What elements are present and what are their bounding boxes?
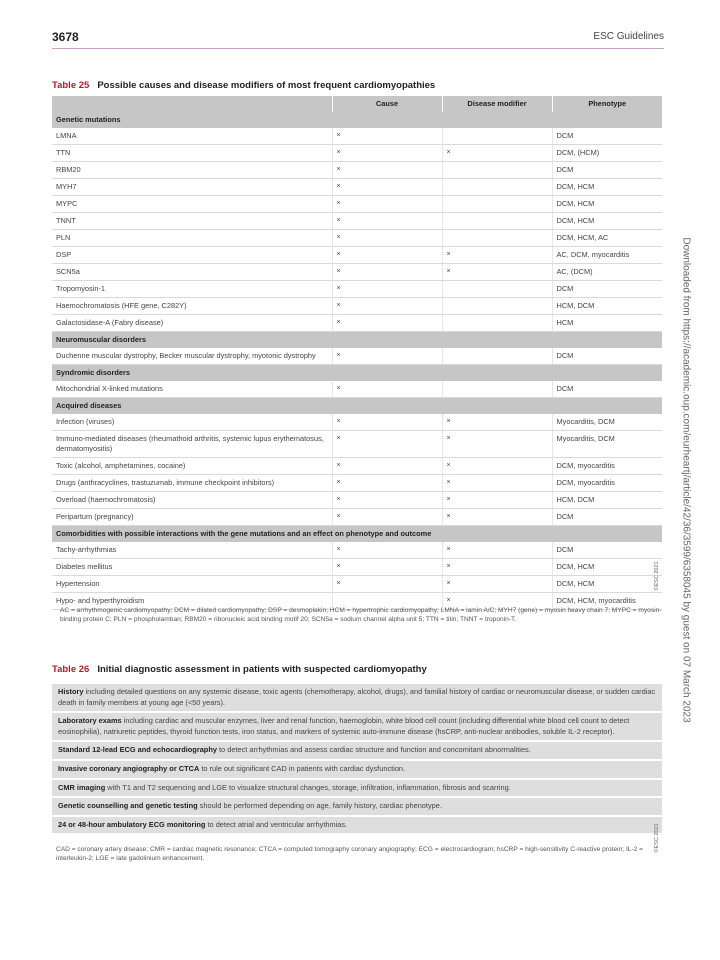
- assessment-cell: [52, 797, 662, 816]
- cell-phenotype: AC, (DCM): [552, 264, 662, 281]
- table-26-number: Table 26: [52, 664, 90, 675]
- cell-phenotype: HCM, DCM: [552, 298, 662, 315]
- assessment-description: including cardiac and muscular enzymes, liver and renal function, haemoglobin, white blood cell count (including differential white blood cell count to detect eosinophilia), natriuretic peptides, thyroid function tests, iron status, and markers of systemic auto-immune disease (hsCRP, anti-nuclear antibodies, soluble IL-2 receptor).: [58, 716, 630, 736]
- table-25-header-row: [52, 96, 662, 112]
- table-row: [52, 797, 662, 816]
- table-row: [52, 298, 662, 315]
- table-row: [52, 179, 662, 196]
- assessment-term: CMR imaging: [58, 782, 106, 792]
- table-row: [52, 741, 662, 760]
- table-row: [52, 414, 662, 431]
- cell-disease-modifier: ×: [442, 431, 552, 458]
- cell-disease-modifier: ×: [442, 475, 552, 492]
- table-row: [52, 162, 662, 179]
- cell-cause: ×: [332, 315, 442, 332]
- table-row: [52, 213, 662, 230]
- cell-phenotype: DCM: [552, 281, 662, 298]
- cell-disease-modifier: [442, 381, 552, 398]
- page-number: 3678: [52, 30, 79, 44]
- table-row: [52, 684, 662, 712]
- cell-label: Duchenne muscular dystrophy, Becker muscular dystrophy, myotonic dystrophy: [52, 348, 332, 365]
- cell-cause: ×: [332, 381, 442, 398]
- table-26-title: Initial diagnostic assessment in patients with suspected cardiomyopathy: [97, 664, 427, 675]
- cell-cause: ×: [332, 559, 442, 576]
- cell-cause: ×: [332, 230, 442, 247]
- table-26-caption: [52, 664, 427, 675]
- assessment-cell: [52, 779, 662, 798]
- cell-phenotype: Myocarditis, DCM: [552, 414, 662, 431]
- cell-cause: ×: [332, 298, 442, 315]
- table-row: [52, 230, 662, 247]
- table-25-body: [52, 112, 662, 610]
- table-section-row: [52, 365, 662, 382]
- cell-disease-modifier: ×: [442, 576, 552, 593]
- table-row: [52, 431, 662, 458]
- cell-phenotype: DCM, HCM, AC: [552, 230, 662, 247]
- column-header-disease-modifier: Disease modifier: [442, 96, 552, 112]
- cell-label: LMNA: [52, 128, 332, 145]
- table-row: [52, 128, 662, 145]
- cell-label: Toxic (alcohol, amphetamines, cocaine): [52, 458, 332, 475]
- table-25-number: Table 25: [52, 80, 90, 91]
- cell-disease-modifier: ×: [442, 542, 552, 559]
- table-25-esc-mark: [652, 556, 662, 596]
- cell-label: Mitochondrial X-linked mutations: [52, 381, 332, 398]
- journal-name: ESC Guidelines: [593, 31, 664, 42]
- cell-disease-modifier: ×: [442, 593, 552, 610]
- cell-label: PLN: [52, 230, 332, 247]
- table-row: [52, 264, 662, 281]
- table-row: [52, 145, 662, 162]
- cell-disease-modifier: [442, 230, 552, 247]
- cell-disease-modifier: [442, 196, 552, 213]
- table-row: [52, 779, 662, 798]
- table-row: [52, 712, 662, 741]
- table-25: [52, 96, 662, 610]
- table-section-row: [52, 112, 662, 128]
- cell-cause: ×: [332, 431, 442, 458]
- cell-label: TTN: [52, 145, 332, 162]
- column-header-cause: Cause: [332, 96, 442, 112]
- cell-cause: ×: [332, 213, 442, 230]
- assessment-description: with T1 and T2 sequencing and LGE to visualize structural changes, storage, infiltration, inflammation, fibrosis and scarring.: [105, 782, 511, 792]
- cell-phenotype: DCM, HCM, myocarditis: [552, 593, 662, 610]
- table-row: [52, 492, 662, 509]
- cell-disease-modifier: ×: [442, 458, 552, 475]
- cell-phenotype: DCM, HCM: [552, 213, 662, 230]
- cell-label: Drugs (anthracyclines, trastuzumab, immune checkpoint inhibitors): [52, 475, 332, 492]
- esc-mark-text: ©ESC 2021: [654, 823, 660, 853]
- cell-disease-modifier: [442, 179, 552, 196]
- cell-cause: ×: [332, 162, 442, 179]
- cell-phenotype: DCM: [552, 509, 662, 526]
- cell-label: DSP: [52, 247, 332, 264]
- section-label: Syndromic disorders: [52, 365, 662, 382]
- cell-cause: ×: [332, 458, 442, 475]
- cell-phenotype: AC, DCM, myocarditis: [552, 247, 662, 264]
- assessment-term: Invasive coronary angiography or CTCA: [58, 763, 200, 773]
- cell-disease-modifier: ×: [442, 264, 552, 281]
- table-row: [52, 196, 662, 213]
- cell-label: MYPC: [52, 196, 332, 213]
- table-25-title: Possible causes and disease modifiers of most frequent cardiomyopathies: [97, 80, 436, 91]
- cell-cause: ×: [332, 475, 442, 492]
- table-section-row: [52, 398, 662, 415]
- assessment-term: Standard 12-lead ECG and echocardiography: [58, 745, 217, 755]
- table-row: [52, 760, 662, 779]
- cell-cause: ×: [332, 492, 442, 509]
- cell-disease-modifier: [442, 315, 552, 332]
- cell-label: Tropomyosin-1: [52, 281, 332, 298]
- cell-label: Diabetes mellitus: [52, 559, 332, 576]
- assessment-description: to detect arrhythmias and assess cardiac structure and function and concomitant abnormalities.: [216, 745, 531, 755]
- cell-cause: ×: [332, 414, 442, 431]
- table-row: [52, 281, 662, 298]
- cell-phenotype: DCM, myocarditis: [552, 458, 662, 475]
- cell-disease-modifier: ×: [442, 145, 552, 162]
- table-26-esc-mark: [652, 818, 662, 858]
- table-row: [52, 458, 662, 475]
- cell-disease-modifier: [442, 348, 552, 365]
- cell-cause: ×: [332, 509, 442, 526]
- assessment-cell: [52, 741, 662, 760]
- cell-label: Hypertension: [52, 576, 332, 593]
- cell-phenotype: HCM: [552, 315, 662, 332]
- cell-label: Immuno-mediated diseases (rheumathoid arthritis, systemic lupus erythematosus, dermatomyositis): [52, 431, 332, 458]
- cell-cause: ×: [332, 576, 442, 593]
- assessment-cell: [52, 712, 662, 741]
- cell-label: Peripartum (pregnancy): [52, 509, 332, 526]
- table-row: [52, 576, 662, 593]
- assessment-cell: [52, 760, 662, 779]
- cell-phenotype: Myocarditis, DCM: [552, 431, 662, 458]
- section-label: Neuromuscular disorders: [52, 332, 662, 349]
- assessment-term: Laboratory exams: [58, 716, 122, 726]
- cell-cause: ×: [332, 196, 442, 213]
- cell-label: Haemochromatosis (HFE gene, C282Y): [52, 298, 332, 315]
- cell-label: RBM20: [52, 162, 332, 179]
- cell-label: Infection (viruses): [52, 414, 332, 431]
- cell-cause: ×: [332, 542, 442, 559]
- cell-label: Tachy-arrhythmias: [52, 542, 332, 559]
- table-25-caption: [52, 80, 435, 91]
- cell-disease-modifier: [442, 213, 552, 230]
- section-label: Acquired diseases: [52, 398, 662, 415]
- cell-label: Hypo- and hyperthyroidism: [52, 593, 332, 610]
- cell-phenotype: HCM, DCM: [552, 492, 662, 509]
- cell-phenotype: DCM, HCM: [552, 196, 662, 213]
- esc-mark-text: ©ESC 2021: [654, 561, 660, 591]
- table-row: [52, 816, 662, 835]
- cell-label: TNNT: [52, 213, 332, 230]
- cell-disease-modifier: ×: [442, 509, 552, 526]
- cell-phenotype: DCM: [552, 381, 662, 398]
- header-rule: [52, 48, 664, 49]
- table-26-footnote: CAD = coronary artery disease; CMR = cardiac magnetic resonance; CTCA = computed tomography coronary angiography; ECG = electrocardiogram; hsCRP = high-sensitivity C-reactive protein; IL-2 = interleukin-2; LGE = late gadolinium enhancement.: [56, 846, 643, 862]
- table-section-row: [52, 332, 662, 349]
- download-side-note-text: Downloaded from https://academic.oup.com/eurheartj/article/42/36/3599/6358045 by guest on 07 March 2023: [680, 237, 692, 723]
- cell-phenotype: DCM: [552, 542, 662, 559]
- cell-label: Galactosidase-A (Fabry disease): [52, 315, 332, 332]
- table-row: [52, 475, 662, 492]
- cell-label: SCN5a: [52, 264, 332, 281]
- cell-label: MYH7: [52, 179, 332, 196]
- cell-cause: ×: [332, 179, 442, 196]
- cell-phenotype: DCM, (HCM): [552, 145, 662, 162]
- column-header-phenotype: Phenotype: [552, 96, 662, 112]
- cell-phenotype: DCM, HCM: [552, 179, 662, 196]
- cell-disease-modifier: ×: [442, 492, 552, 509]
- assessment-description: including detailed questions on any systemic disease, toxic agents (chemotherapy, alcohol, drugs), and familial history of cardiac or neuromuscular disease, or sudden cardiac death in family members at young age (<50 years).: [58, 687, 656, 707]
- assessment-term: 24 or 48-hour ambulatory ECG monitoring: [58, 819, 206, 829]
- column-header: [52, 96, 332, 112]
- cell-phenotype: DCM, HCM: [552, 559, 662, 576]
- cell-cause: ×: [332, 264, 442, 281]
- table-row: [52, 315, 662, 332]
- section-label: Comorbidities with possible interactions with the gene mutations and an effect on phenotype and outcome: [52, 526, 662, 543]
- section-label: Genetic mutations: [52, 112, 662, 128]
- cell-cause: ×: [332, 348, 442, 365]
- table-row: [52, 247, 662, 264]
- cell-disease-modifier: [442, 298, 552, 315]
- page-header: [52, 26, 664, 48]
- cell-disease-modifier: [442, 162, 552, 179]
- cell-phenotype: DCM: [552, 128, 662, 145]
- table-25-footnote: AC = arrhythmogenic cardiomyopathy; DCM = dilated cardiomyopathy; DSP = desmoplakin; HCM = hypertrophic cardiomyopathy; LMNA = lamin A/C; MYH7 (gene) = myosin heavy chain 7; MYPC = myosin-binding protein C; PLN = phospholamban; RBM20 = ribonucleic acid binding motif 20; SCN5a = sodium channel alpha unit 5; TTN = titin; TNNT = troponin-T.: [60, 607, 662, 623]
- cell-phenotype: DCM, myocarditis: [552, 475, 662, 492]
- cell-label: Overload (haemochromatosis): [52, 492, 332, 509]
- cell-phenotype: DCM: [552, 348, 662, 365]
- cell-phenotype: DCM, HCM: [552, 576, 662, 593]
- cell-disease-modifier: [442, 281, 552, 298]
- table-row: [52, 542, 662, 559]
- table-26: [52, 684, 662, 835]
- cell-disease-modifier: ×: [442, 414, 552, 431]
- table-row: [52, 559, 662, 576]
- cell-cause: ×: [332, 281, 442, 298]
- assessment-term: History: [58, 687, 84, 696]
- assessment-description: to detect atrial and ventricular arrhythmias.: [205, 819, 348, 829]
- assessment-description: should be performed depending on age, family history, cardiac phenotype.: [197, 801, 442, 811]
- download-side-note: [676, 200, 696, 760]
- cell-disease-modifier: ×: [442, 247, 552, 264]
- table-section-row: [52, 526, 662, 543]
- assessment-term: Genetic counselling and genetic testing: [58, 801, 198, 811]
- cell-disease-modifier: ×: [442, 559, 552, 576]
- assessment-cell: [52, 684, 662, 712]
- cell-cause: ×: [332, 247, 442, 264]
- cell-disease-modifier: [442, 128, 552, 145]
- table-row: [52, 509, 662, 526]
- assessment-cell: [52, 816, 662, 835]
- assessment-description: to rule out significant CAD in patients with cardiac dysfunction.: [199, 763, 406, 773]
- cell-phenotype: DCM: [552, 162, 662, 179]
- table-26-body: [52, 684, 662, 834]
- table-row: [52, 348, 662, 365]
- cell-cause: ×: [332, 128, 442, 145]
- cell-cause: ×: [332, 145, 442, 162]
- table-row: [52, 381, 662, 398]
